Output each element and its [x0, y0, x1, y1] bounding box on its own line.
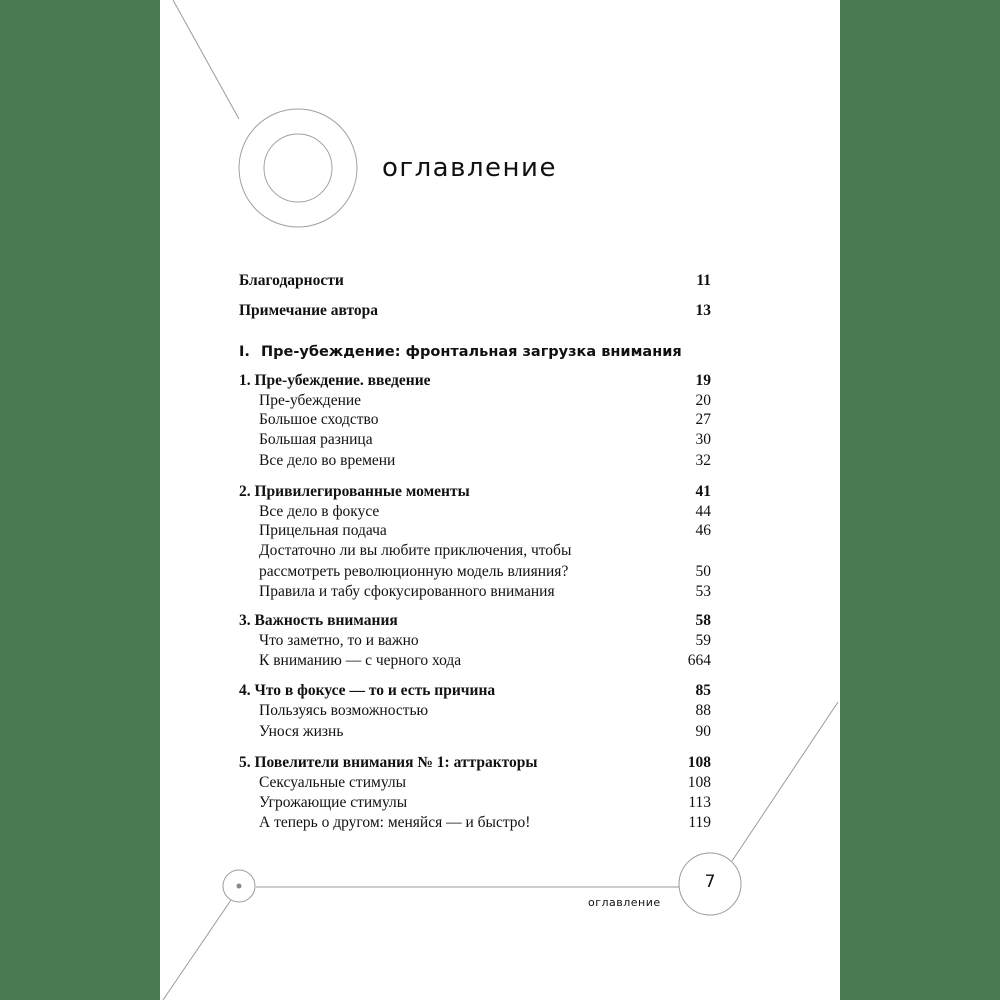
toc-section[interactable]: [239, 502, 711, 522]
toc-entry-page: 119: [688, 814, 711, 831]
footer-dot-icon: [237, 884, 242, 889]
title-inner-circle-icon: [264, 134, 332, 202]
toc-entry-label: Пользуясь возможностью: [259, 702, 429, 719]
toc-entry-page: 53: [695, 583, 711, 600]
title-outer-circle-icon: [239, 109, 357, 227]
toc-entry-label: Примечание автора: [239, 302, 379, 319]
toc-entry-page: 85: [695, 682, 711, 699]
toc-entry-page: 13: [695, 302, 711, 319]
toc-entry-label: Большая разница: [259, 431, 373, 448]
toc-entry-label: 5. Повелители внимания № 1: аттракторы: [239, 754, 538, 771]
diagonal-line-right: [732, 702, 838, 861]
toc-entry-label: К вниманию — с черного хода: [259, 652, 462, 669]
toc-chapter[interactable]: [239, 753, 711, 773]
toc-chapter[interactable]: [239, 371, 711, 391]
toc-entry-label: Угрожающие стимулы: [259, 794, 408, 811]
toc-entry-page: 58: [695, 612, 711, 629]
toc-entry-page: 46: [695, 522, 711, 539]
toc-entry-label: Пре-убеждение: [259, 392, 362, 409]
toc-entry-page: 59: [695, 632, 711, 649]
toc-section[interactable]: [239, 722, 711, 742]
toc-entry-label: Благодарности: [239, 272, 344, 289]
toc-entry-label: 1. Пре-убеждение. введение: [239, 372, 431, 389]
toc-entry-label: 2. Привилегированные моменты: [239, 483, 470, 500]
toc-entry-page: 88: [695, 702, 711, 719]
toc-entry-page: 108: [687, 754, 711, 771]
toc-section[interactable]: [239, 631, 711, 651]
page-number: 7: [704, 872, 716, 892]
toc-entry[interactable]: [239, 271, 711, 291]
toc-entry-page: 41: [695, 483, 711, 500]
toc-entry-page: 44: [695, 503, 711, 520]
toc-entry-page: 19: [695, 372, 711, 389]
part-title: Пре-убеждение: фронтальная загрузка внимания: [261, 344, 682, 360]
toc-entry-label: Правила и табу сфокусированного внимания: [259, 583, 555, 600]
toc-entry-label: рассмотреть революционную модель влияния?: [259, 563, 569, 580]
toc-entry-page: 27: [695, 411, 711, 428]
toc-entry-label: Большое сходство: [259, 411, 379, 428]
toc-section[interactable]: [239, 451, 711, 471]
toc-section[interactable]: [239, 410, 711, 430]
toc-entry-label: Все дело в фокусе: [259, 503, 380, 520]
toc-entry-page: 50: [695, 563, 711, 580]
toc-section[interactable]: [239, 521, 711, 541]
toc-entry-page: 20: [695, 392, 711, 409]
running-footer: оглавление: [588, 896, 661, 909]
toc-entry-label: 4. Что в фокусе — то и есть причина: [239, 682, 496, 699]
toc-entry-page: 113: [688, 794, 711, 811]
book-page: [160, 0, 840, 1000]
toc-section[interactable]: [239, 793, 711, 813]
toc-entry-page: 664: [687, 652, 711, 669]
toc-entry-label: Унося жизнь: [259, 723, 344, 740]
toc-section[interactable]: [239, 430, 711, 450]
toc-section[interactable]: [239, 391, 711, 411]
toc-entry-page: 90: [695, 723, 711, 740]
toc-entry-page: 11: [696, 272, 711, 289]
toc-part-heading[interactable]: [239, 342, 711, 362]
toc-section[interactable]: [239, 773, 711, 793]
toc-entry-page: 30: [695, 431, 711, 448]
toc-entry-label: 3. Важность внимания: [239, 612, 398, 629]
toc-chapter[interactable]: [239, 681, 711, 701]
toc-section[interactable]: [239, 701, 711, 721]
toc-entry-label: А теперь о другом: меняйся — и быстро!: [259, 814, 531, 831]
toc-section-continued[interactable]: [239, 562, 711, 582]
toc-entry-page: 108: [687, 774, 711, 791]
toc-section[interactable]: [239, 651, 711, 671]
part-number: I.: [239, 344, 250, 360]
toc-section[interactable]: [239, 813, 711, 833]
toc-entry-label: Сексуальные стимулы: [259, 774, 407, 791]
toc-entry[interactable]: [239, 301, 711, 321]
toc-entry-label: Все дело во времени: [259, 452, 396, 469]
toc-chapter[interactable]: [239, 482, 711, 502]
toc-section[interactable]: [239, 541, 711, 561]
toc-entry-label: Достаточно ли вы любите приключения, чтобы: [259, 542, 572, 559]
diagonal-line-bottom: [163, 900, 231, 1000]
toc-entry-label: Что заметно, то и важно: [259, 632, 419, 649]
toc-chapter[interactable]: [239, 611, 711, 631]
toc-section[interactable]: [239, 582, 711, 602]
toc-entry-page: 32: [695, 452, 711, 469]
diagonal-line-top: [173, 0, 239, 119]
toc-entry-label: Прицельная подача: [259, 522, 387, 539]
page-title: оглавление: [382, 153, 557, 183]
